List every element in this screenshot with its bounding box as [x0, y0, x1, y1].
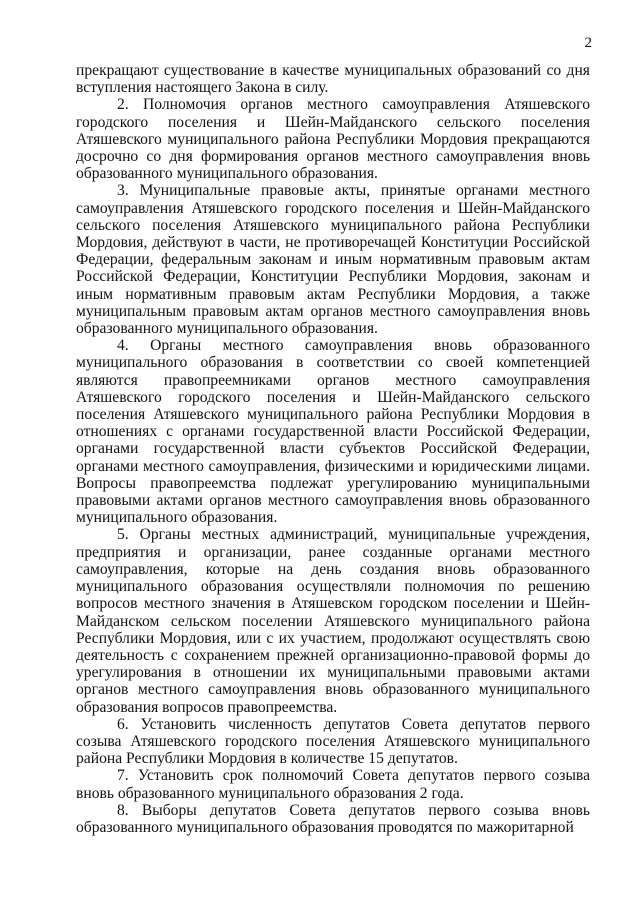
paragraph-3: 3. Муниципальные правовые акты, принятые органами местного самоуправления Атяшевского городского поселения и Шейн-Майданского сельского поселения Атяшевского муниципального района Республики Мордовия, действуют в части, не противоречащей Конституции Российской Федерации, федеральным законам и иным нормативным правовым актам Российской Федерации, Конституции Республики Мордовия, законам и иным нормативным правовым актам Республики Мордовия, а также муниципальным правовым актам органов местного самоуправления вновь образованного муниципального образования.	[76, 182, 590, 338]
paragraph-8: 8. Выборы депутатов Совета депутатов первого созыва вновь образованного муниципального образования проводятся по мажоритарной	[76, 801, 590, 836]
paragraph-5: 5. Органы местных администраций, муниципальные учреждения, предприятия и организации, ранее созданные органами местного самоуправления, которые на день создания вновь образованного муниципального образования осуществляли полномочия по решению вопросов местного значения в Атяшевском городском поселении и Шейн-Майданском сельском поселении Атяшевского муниципального района Республики Мордовия, или с их участием, продолжают осуществлять свою деятельность с сохранением прежней организационно-правовой формы до урегулирования в отношении их муниципальными правовыми актами органов местного самоуправления вновь образованного муниципального образования вопросов правопреемства.	[76, 526, 590, 716]
page-number: 2	[584, 35, 592, 51]
paragraph-4: 4. Органы местного самоуправления вновь образованного муниципального образования в соответствии со своей компетенцией являются правопреемниками органов местного самоуправления Атяшевского городского поселения и Шейн-Майданского сельского поселения Атяшевского муниципального района Республики Мордовия в отношениях с органами государственной власти Российской Федерации, органами государственной власти субъектов Российской Федерации, органами местного самоуправления, физическими и юридическими лицами. Вопросы правопреемства подлежат урегулированию муниципальными правовыми актами органов местного самоуправления вновь образованного муниципального образования.	[76, 337, 590, 527]
paragraph-6: 6. Установить численность депутатов Совета депутатов первого созыва Атяшевского городского поселения Атяшевского муниципального района Республики Мордовия в количестве 15 депутатов.	[76, 715, 590, 768]
paragraph-2: 2. Полномочия органов местного самоуправления Атяшевского городского поселения и Шейн-Майданского сельского поселения Атяшевского муниципального района Республики Мордовия прекращаются досрочно со дня формирования органов местного самоуправления вновь образованного муниципального образования.	[76, 96, 590, 183]
document-body	[76, 62, 590, 836]
paragraph-continuation: прекращают существование в качестве муниципальных образований со дня вступления настоящего Закона в силу.	[76, 62, 590, 97]
paragraph-7: 7. Установить срок полномочий Совета депутатов первого созыва вновь образованного муниципального образования 2 года.	[76, 767, 590, 802]
